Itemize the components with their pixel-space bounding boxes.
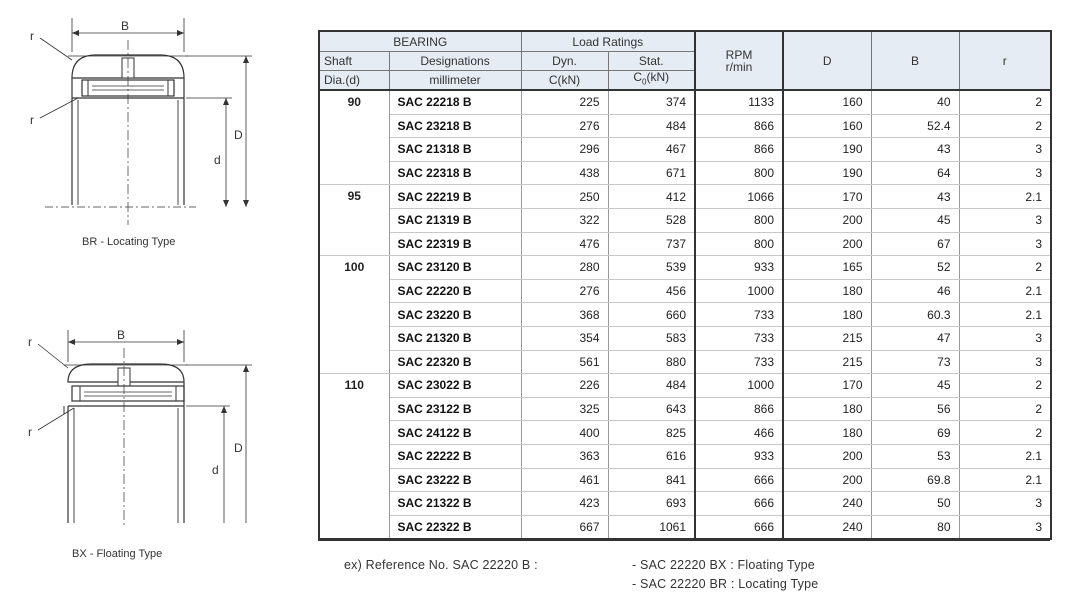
stat-rating-cell: 1061 xyxy=(608,515,695,539)
header-dyn-unit: C(kN) xyxy=(521,71,608,91)
rpm-cell: 866 xyxy=(695,114,783,138)
stat-rating-cell: 374 xyxy=(608,90,695,114)
designation-cell: SAC 21322 B xyxy=(389,492,521,516)
width-cell: 43 xyxy=(871,185,959,209)
radius-cell: 3 xyxy=(959,161,1051,185)
outer-dia-cell: 170 xyxy=(783,374,871,398)
dyn-rating-cell: 354 xyxy=(521,326,608,350)
header-D: D xyxy=(783,31,871,90)
designation-cell: SAC 23122 B xyxy=(389,397,521,421)
stat-rating-cell: 484 xyxy=(608,374,695,398)
width-cell: 80 xyxy=(871,515,959,539)
outer-dia-cell: 200 xyxy=(783,208,871,232)
width-cell: 52.4 xyxy=(871,114,959,138)
br-label-D: D xyxy=(234,128,243,142)
width-cell: 50 xyxy=(871,492,959,516)
dyn-rating-cell: 438 xyxy=(521,161,608,185)
outer-dia-cell: 190 xyxy=(783,138,871,162)
dyn-rating-cell: 325 xyxy=(521,397,608,421)
rpm-cell: 800 xyxy=(695,232,783,256)
bx-caption: BX - Floating Type xyxy=(72,548,163,560)
bx-floating-diagram xyxy=(0,318,300,548)
rpm-cell: 933 xyxy=(695,256,783,280)
stat-rating-cell: 671 xyxy=(608,161,695,185)
designation-cell: SAC 22220 B xyxy=(389,279,521,303)
radius-cell: 3 xyxy=(959,515,1051,539)
designation-cell: SAC 22222 B xyxy=(389,444,521,468)
designation-cell: SAC 21320 B xyxy=(389,326,521,350)
outer-dia-cell: 180 xyxy=(783,421,871,445)
dyn-rating-cell: 368 xyxy=(521,303,608,327)
designation-cell: SAC 24122 B xyxy=(389,421,521,445)
rpm-cell: 666 xyxy=(695,468,783,492)
table-row xyxy=(319,326,1051,350)
width-cell: 45 xyxy=(871,208,959,232)
radius-cell: 3 xyxy=(959,232,1051,256)
dyn-rating-cell: 461 xyxy=(521,468,608,492)
shaft-diameter-cell: 110 xyxy=(319,374,389,540)
spec-table-body xyxy=(319,90,1051,539)
outer-dia-cell: 200 xyxy=(783,232,871,256)
width-cell: 43 xyxy=(871,138,959,162)
dyn-rating-cell: 280 xyxy=(521,256,608,280)
outer-dia-cell: 180 xyxy=(783,303,871,327)
shaft-diameter-cell: 95 xyxy=(319,185,389,256)
designation-cell: SAC 22318 B xyxy=(389,161,521,185)
radius-cell: 2 xyxy=(959,90,1051,114)
stat-rating-cell: 643 xyxy=(608,397,695,421)
rpm-cell: 733 xyxy=(695,326,783,350)
br-label-B: B xyxy=(121,19,130,33)
radius-cell: 2 xyxy=(959,374,1051,398)
stat-rating-cell: 484 xyxy=(608,114,695,138)
dyn-rating-cell: 561 xyxy=(521,350,608,374)
outer-dia-cell: 180 xyxy=(783,279,871,303)
radius-cell: 3 xyxy=(959,208,1051,232)
rpm-cell: 866 xyxy=(695,397,783,421)
header-rpm xyxy=(695,31,783,90)
stat-rating-cell: 825 xyxy=(608,421,695,445)
br-label-d: d xyxy=(214,153,221,167)
width-cell: 45 xyxy=(871,374,959,398)
outer-dia-cell: 240 xyxy=(783,492,871,516)
outer-dia-cell: 160 xyxy=(783,90,871,114)
rpm-cell: 1000 xyxy=(695,279,783,303)
stat-rating-cell: 528 xyxy=(608,208,695,232)
stat-rating-cell: 539 xyxy=(608,256,695,280)
table-row xyxy=(319,492,1051,516)
radius-cell: 2.1 xyxy=(959,279,1051,303)
header-B: B xyxy=(871,31,959,90)
rpm-cell: 666 xyxy=(695,492,783,516)
outer-dia-cell: 240 xyxy=(783,515,871,539)
radius-cell: 3 xyxy=(959,326,1051,350)
rpm-cell: 933 xyxy=(695,444,783,468)
width-cell: 73 xyxy=(871,350,959,374)
radius-cell: 2.1 xyxy=(959,303,1051,327)
stat-rating-cell: 693 xyxy=(608,492,695,516)
header-rpm-line1: RPM xyxy=(725,47,753,62)
width-cell: 53 xyxy=(871,444,959,468)
table-row xyxy=(319,374,1051,398)
radius-cell: 2.1 xyxy=(959,185,1051,209)
header-designations: Designations xyxy=(389,52,521,71)
header-shaft-dia: Dia.(d) xyxy=(319,71,389,91)
designation-cell: SAC 21319 B xyxy=(389,208,521,232)
rpm-cell: 1066 xyxy=(695,185,783,209)
bx-label-B: B xyxy=(117,328,126,342)
designation-cell: SAC 23218 B xyxy=(389,114,521,138)
rpm-cell: 733 xyxy=(695,303,783,327)
header-millimeter: millimeter xyxy=(389,71,521,91)
width-cell: 69.8 xyxy=(871,468,959,492)
bx-label-r-top: r xyxy=(28,335,32,349)
designation-cell: SAC 21318 B xyxy=(389,138,521,162)
dyn-rating-cell: 476 xyxy=(521,232,608,256)
bx-label-d: d xyxy=(212,463,219,477)
stat-rating-cell: 616 xyxy=(608,444,695,468)
rpm-cell: 800 xyxy=(695,208,783,232)
outer-dia-cell: 170 xyxy=(783,185,871,209)
stat-rating-cell: 737 xyxy=(608,232,695,256)
radius-cell: 2 xyxy=(959,256,1051,280)
width-cell: 69 xyxy=(871,421,959,445)
radius-cell: 2.1 xyxy=(959,468,1051,492)
br-caption: BR - Locating Type xyxy=(82,236,176,248)
header-load-ratings: Load Ratings xyxy=(521,31,695,52)
table-row xyxy=(319,161,1051,185)
footnote-bx: - SAC 22220 BX : Floating Type xyxy=(632,558,815,572)
radius-cell: 3 xyxy=(959,350,1051,374)
header-r: r xyxy=(959,31,1051,90)
dyn-rating-cell: 276 xyxy=(521,114,608,138)
header-shaft: Shaft xyxy=(319,52,389,71)
dyn-rating-cell: 667 xyxy=(521,515,608,539)
dyn-rating-cell: 250 xyxy=(521,185,608,209)
header-bearing: BEARING xyxy=(319,31,521,52)
bx-label-D: D xyxy=(234,441,243,455)
rpm-cell: 1133 xyxy=(695,90,783,114)
dyn-rating-cell: 226 xyxy=(521,374,608,398)
designation-cell: SAC 23120 B xyxy=(389,256,521,280)
stat-rating-cell: 841 xyxy=(608,468,695,492)
width-cell: 40 xyxy=(871,90,959,114)
br-label-r-top: r xyxy=(30,29,34,43)
table-row xyxy=(319,515,1051,539)
bx-bearing-drawing xyxy=(0,318,300,528)
designation-cell: SAC 23022 B xyxy=(389,374,521,398)
designation-cell: SAC 22219 B xyxy=(389,185,521,209)
designation-cell: SAC 23222 B xyxy=(389,468,521,492)
shaft-diameter-cell: 90 xyxy=(319,90,389,185)
width-cell: 67 xyxy=(871,232,959,256)
table-row xyxy=(319,279,1051,303)
designation-cell: SAC 22218 B xyxy=(389,90,521,114)
stat-rating-cell: 660 xyxy=(608,303,695,327)
rpm-cell: 1000 xyxy=(695,374,783,398)
bx-label-r-side: r xyxy=(28,425,32,439)
outer-dia-cell: 160 xyxy=(783,114,871,138)
width-cell: 52 xyxy=(871,256,959,280)
stat-rating-cell: 880 xyxy=(608,350,695,374)
rpm-cell: 866 xyxy=(695,138,783,162)
outer-dia-cell: 200 xyxy=(783,468,871,492)
br-locating-diagram xyxy=(0,0,300,260)
radius-cell: 2 xyxy=(959,114,1051,138)
dyn-rating-cell: 423 xyxy=(521,492,608,516)
table-row xyxy=(319,208,1051,232)
radius-cell: 2.1 xyxy=(959,444,1051,468)
table-row xyxy=(319,468,1051,492)
width-cell: 47 xyxy=(871,326,959,350)
footnote-example: ex) Reference No. SAC 22220 B : xyxy=(344,558,538,572)
footnote-divider xyxy=(318,540,1050,541)
designation-cell: SAC 22320 B xyxy=(389,350,521,374)
radius-cell: 3 xyxy=(959,138,1051,162)
table-row xyxy=(319,232,1051,256)
header-dyn: Dyn. xyxy=(521,52,608,71)
table-row xyxy=(319,397,1051,421)
table-row xyxy=(319,114,1051,138)
dyn-rating-cell: 322 xyxy=(521,208,608,232)
outer-dia-cell: 215 xyxy=(783,326,871,350)
width-cell: 64 xyxy=(871,161,959,185)
stat-rating-cell: 456 xyxy=(608,279,695,303)
dyn-rating-cell: 225 xyxy=(521,90,608,114)
outer-dia-cell: 165 xyxy=(783,256,871,280)
header-rpm-line2: r/min xyxy=(725,59,753,74)
stat-rating-cell: 412 xyxy=(608,185,695,209)
bearing-spec-table xyxy=(318,30,1052,540)
rpm-cell: 666 xyxy=(695,515,783,539)
dyn-rating-cell: 400 xyxy=(521,421,608,445)
outer-dia-cell: 180 xyxy=(783,397,871,421)
designation-cell: SAC 22322 B xyxy=(389,515,521,539)
dyn-rating-cell: 363 xyxy=(521,444,608,468)
rpm-cell: 800 xyxy=(695,161,783,185)
width-cell: 56 xyxy=(871,397,959,421)
table-row xyxy=(319,90,1051,114)
table-row xyxy=(319,256,1051,280)
br-bearing-drawing xyxy=(0,0,300,235)
radius-cell: 2 xyxy=(959,421,1051,445)
dyn-rating-cell: 296 xyxy=(521,138,608,162)
stat-rating-cell: 583 xyxy=(608,326,695,350)
table-row xyxy=(319,185,1051,209)
width-cell: 60.3 xyxy=(871,303,959,327)
designation-cell: SAC 23220 B xyxy=(389,303,521,327)
dyn-rating-cell: 276 xyxy=(521,279,608,303)
radius-cell: 3 xyxy=(959,492,1051,516)
table-row xyxy=(319,350,1051,374)
rpm-cell: 733 xyxy=(695,350,783,374)
br-label-r-side: r xyxy=(30,113,34,127)
footnote-br: - SAC 22220 BR : Locating Type xyxy=(632,577,819,591)
table-row xyxy=(319,138,1051,162)
table-row xyxy=(319,421,1051,445)
header-stat-unit: $C_0(kN)$ xyxy=(608,71,695,91)
width-cell: 46 xyxy=(871,279,959,303)
table-row xyxy=(319,444,1051,468)
outer-dia-cell: 215 xyxy=(783,350,871,374)
outer-dia-cell: 190 xyxy=(783,161,871,185)
radius-cell: 2 xyxy=(959,397,1051,421)
outer-dia-cell: 200 xyxy=(783,444,871,468)
table-row xyxy=(319,303,1051,327)
stat-rating-cell: 467 xyxy=(608,138,695,162)
designation-cell: SAC 22319 B xyxy=(389,232,521,256)
rpm-cell: 466 xyxy=(695,421,783,445)
shaft-diameter-cell: 100 xyxy=(319,256,389,374)
header-stat: Stat. xyxy=(608,52,695,71)
